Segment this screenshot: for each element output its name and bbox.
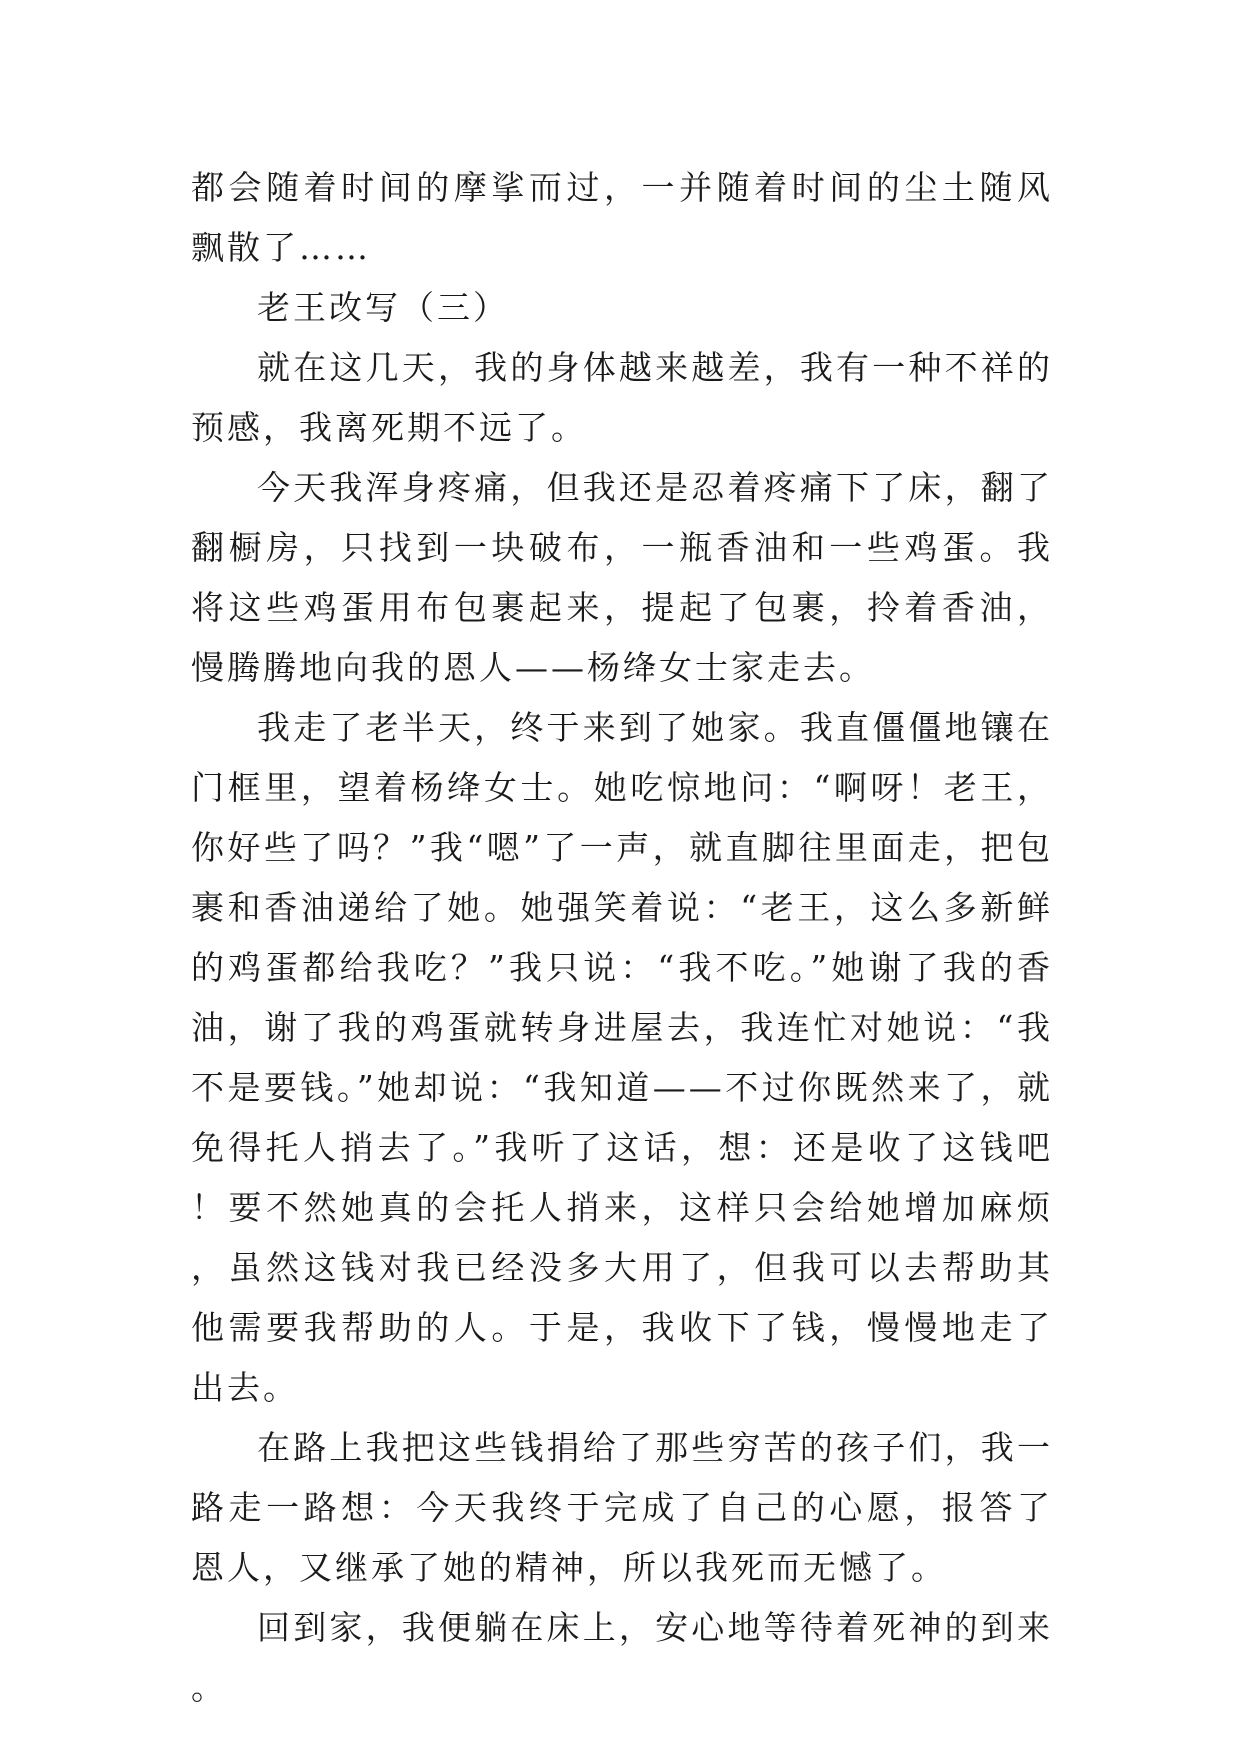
paragraph-continuation: 都会随着时间的摩挲而过，一并随着时间的尘土随风飘散了…… xyxy=(191,168,1053,267)
section-title: 老王改写（三） xyxy=(257,288,509,327)
paragraph: 我走了老半天，终于来到了她家。我直僵僵地镶在门框里，望着杨绛女士。她吃惊地问：“啊呀！老王，你好些了吗？”我“嗯”了一声，就直脚往里面走，把包裹和香油递给了她。她强笑着说：“老王，这么多新鲜的鸡蛋都给我吃？”我只说：“我不吃。”她谢了我的香油，谢了我的鸡蛋就转身进屋去，我连忙对她说：“我不是要钱。”她却说：“我知道——不过你既然来了，就免得托人捎去了。”我听了这话，想：还是收了这钱吧！要不然她真的会托人捎来，这样只会给她增加麻烦，虽然这钱对我已经没多大用了，但我可以去帮助其他需要我帮助的人。于是，我收下了钱，慢慢地走了出去。 xyxy=(191,708,1053,1407)
paragraph: 就在这几天，我的身体越来越差，我有一种不祥的预感，我离死期不远了。 xyxy=(191,348,1053,447)
paragraph: 回到家，我便躺在床上，安心地等待着死神的到来。 xyxy=(191,1608,1053,1707)
document-body xyxy=(191,158,1053,1718)
paragraph: 在路上我把这些钱捐给了那些穷苦的孩子们，我一路走一路想：今天我终于完成了自己的心愿，报答了恩人，又继承了她的精神，所以我死而无憾了。 xyxy=(191,1428,1053,1587)
paragraph: 今天我浑身疼痛，但我还是忍着疼痛下了床，翻了翻橱房，只找到一块破布，一瓶香油和一些鸡蛋。我将这些鸡蛋用布包裹起来，提起了包裹，拎着香油，慢腾腾地向我的恩人——杨绛女士家走去。 xyxy=(191,468,1053,687)
